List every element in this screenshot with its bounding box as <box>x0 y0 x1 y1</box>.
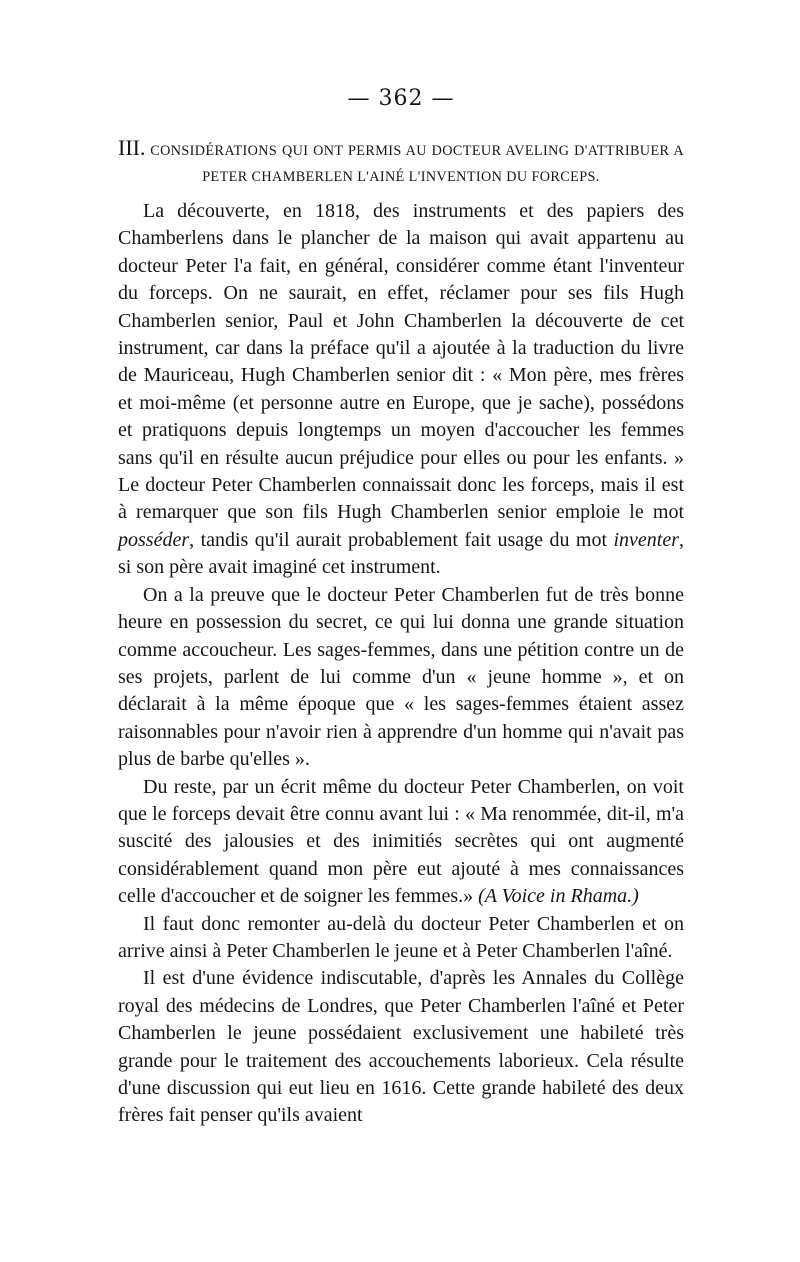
paragraph-2: On a la preuve que le docteur Peter Chamberlen fut de très bonne heure en possession du secret, ce qui lui donna une grande situation comme accoucheur. Les sages-femmes, dans une pétition contre un de ses projets, parlent de lui comme d'un « jeune homme », et on déclarait à la même époque que « les sages-femmes étaient assez raisonnables pour n'avoir rien à apprendre d'un homme qui n'avait pas plus de barbe qu'elles ». <box>118 583 684 771</box>
italic-word-inventer: inventer <box>613 528 679 551</box>
section-roman-numeral: III. <box>118 135 146 160</box>
section-heading-text: CONSIDÉRATIONS QUI ONT PERMIS AU DOCTEUR AVELING D'ATTRIBUER A PETER CHAMBERLEN L'AINÉ L'INVENTION DU FORCEPS. <box>150 143 684 185</box>
paragraph-1-text-middle: , tandis qu'il aurait probablement fait usage du mot <box>189 528 614 551</box>
paragraph-1-text-after: , si son père avait imaginé cet instrument. <box>118 528 684 579</box>
paragraph-4: Il faut donc remonter au-delà du docteur Peter Chamberlen et on arrive ainsi à Peter Chamberlen le jeune et à Peter Chamberlen l'aîné. <box>118 912 684 962</box>
paragraph-3 <box>118 774 684 911</box>
page-number: — 362 — <box>347 86 455 111</box>
paragraph-3-text: Du reste, par un écrit même du docteur Peter Chamberlen, on voit que le forceps devait être connu avant lui : « Ma renommée, dit-il, m'a suscité des jalousies et des inimitiés secrètes qui ont augmenté considérablement quand mon père eut ajouté à mes connaissances celle d'accoucher et de soigner les femmes.» <box>118 775 684 908</box>
citation-voice-in-rhama: (A Voice in Rhama.) <box>478 885 639 908</box>
book-page <box>118 86 684 1130</box>
paragraph-1-text-before: La découverte, en 1818, des instruments et des papiers des Chamberlens dans le plancher de la maison qui avait appartenu au docteur Peter l'a fait, en général, considérer comme étant l'inventeur du forceps. On ne saurait, en effet, réclamer pour ses fils Hugh Chamberlen senior, Paul et John Chamberlen la découverte de cet instrument, car dans la préface qu'il a ajoutée à la traduction du livre de Mauriceau, Hugh Chamberlen senior dit : « Mon père, mes frères et moi-même (et personne autre en Europe, que je sache), possédons et pratiquons depuis longtemps un moyen d'accoucher les femmes sans qu'il en résulte aucun préjudice pour elles ou pour les enfants. » Le docteur Peter Chamberlen connaissait donc les forceps, mais il est à remarquer que son fils Hugh Chamberlen senior emploie le mot <box>118 200 684 524</box>
section-heading <box>118 135 684 190</box>
italic-word-posseder: posséder <box>118 528 190 551</box>
paragraph-1 <box>118 198 684 582</box>
paragraph-5: Il est d'une évidence indiscutable, d'après les Annales du Collège royal des médecins de Londres, que Peter Chamberlen l'aîné et Peter Chamberlen le jeune possédaient exclusivement une habileté très grande pour le traitement des accouchements laborieux. Cela résulte d'une discussion qui eut lieu en 1616. Cette grande habileté des deux frères fait penser qu'ils avaient <box>118 967 684 1127</box>
